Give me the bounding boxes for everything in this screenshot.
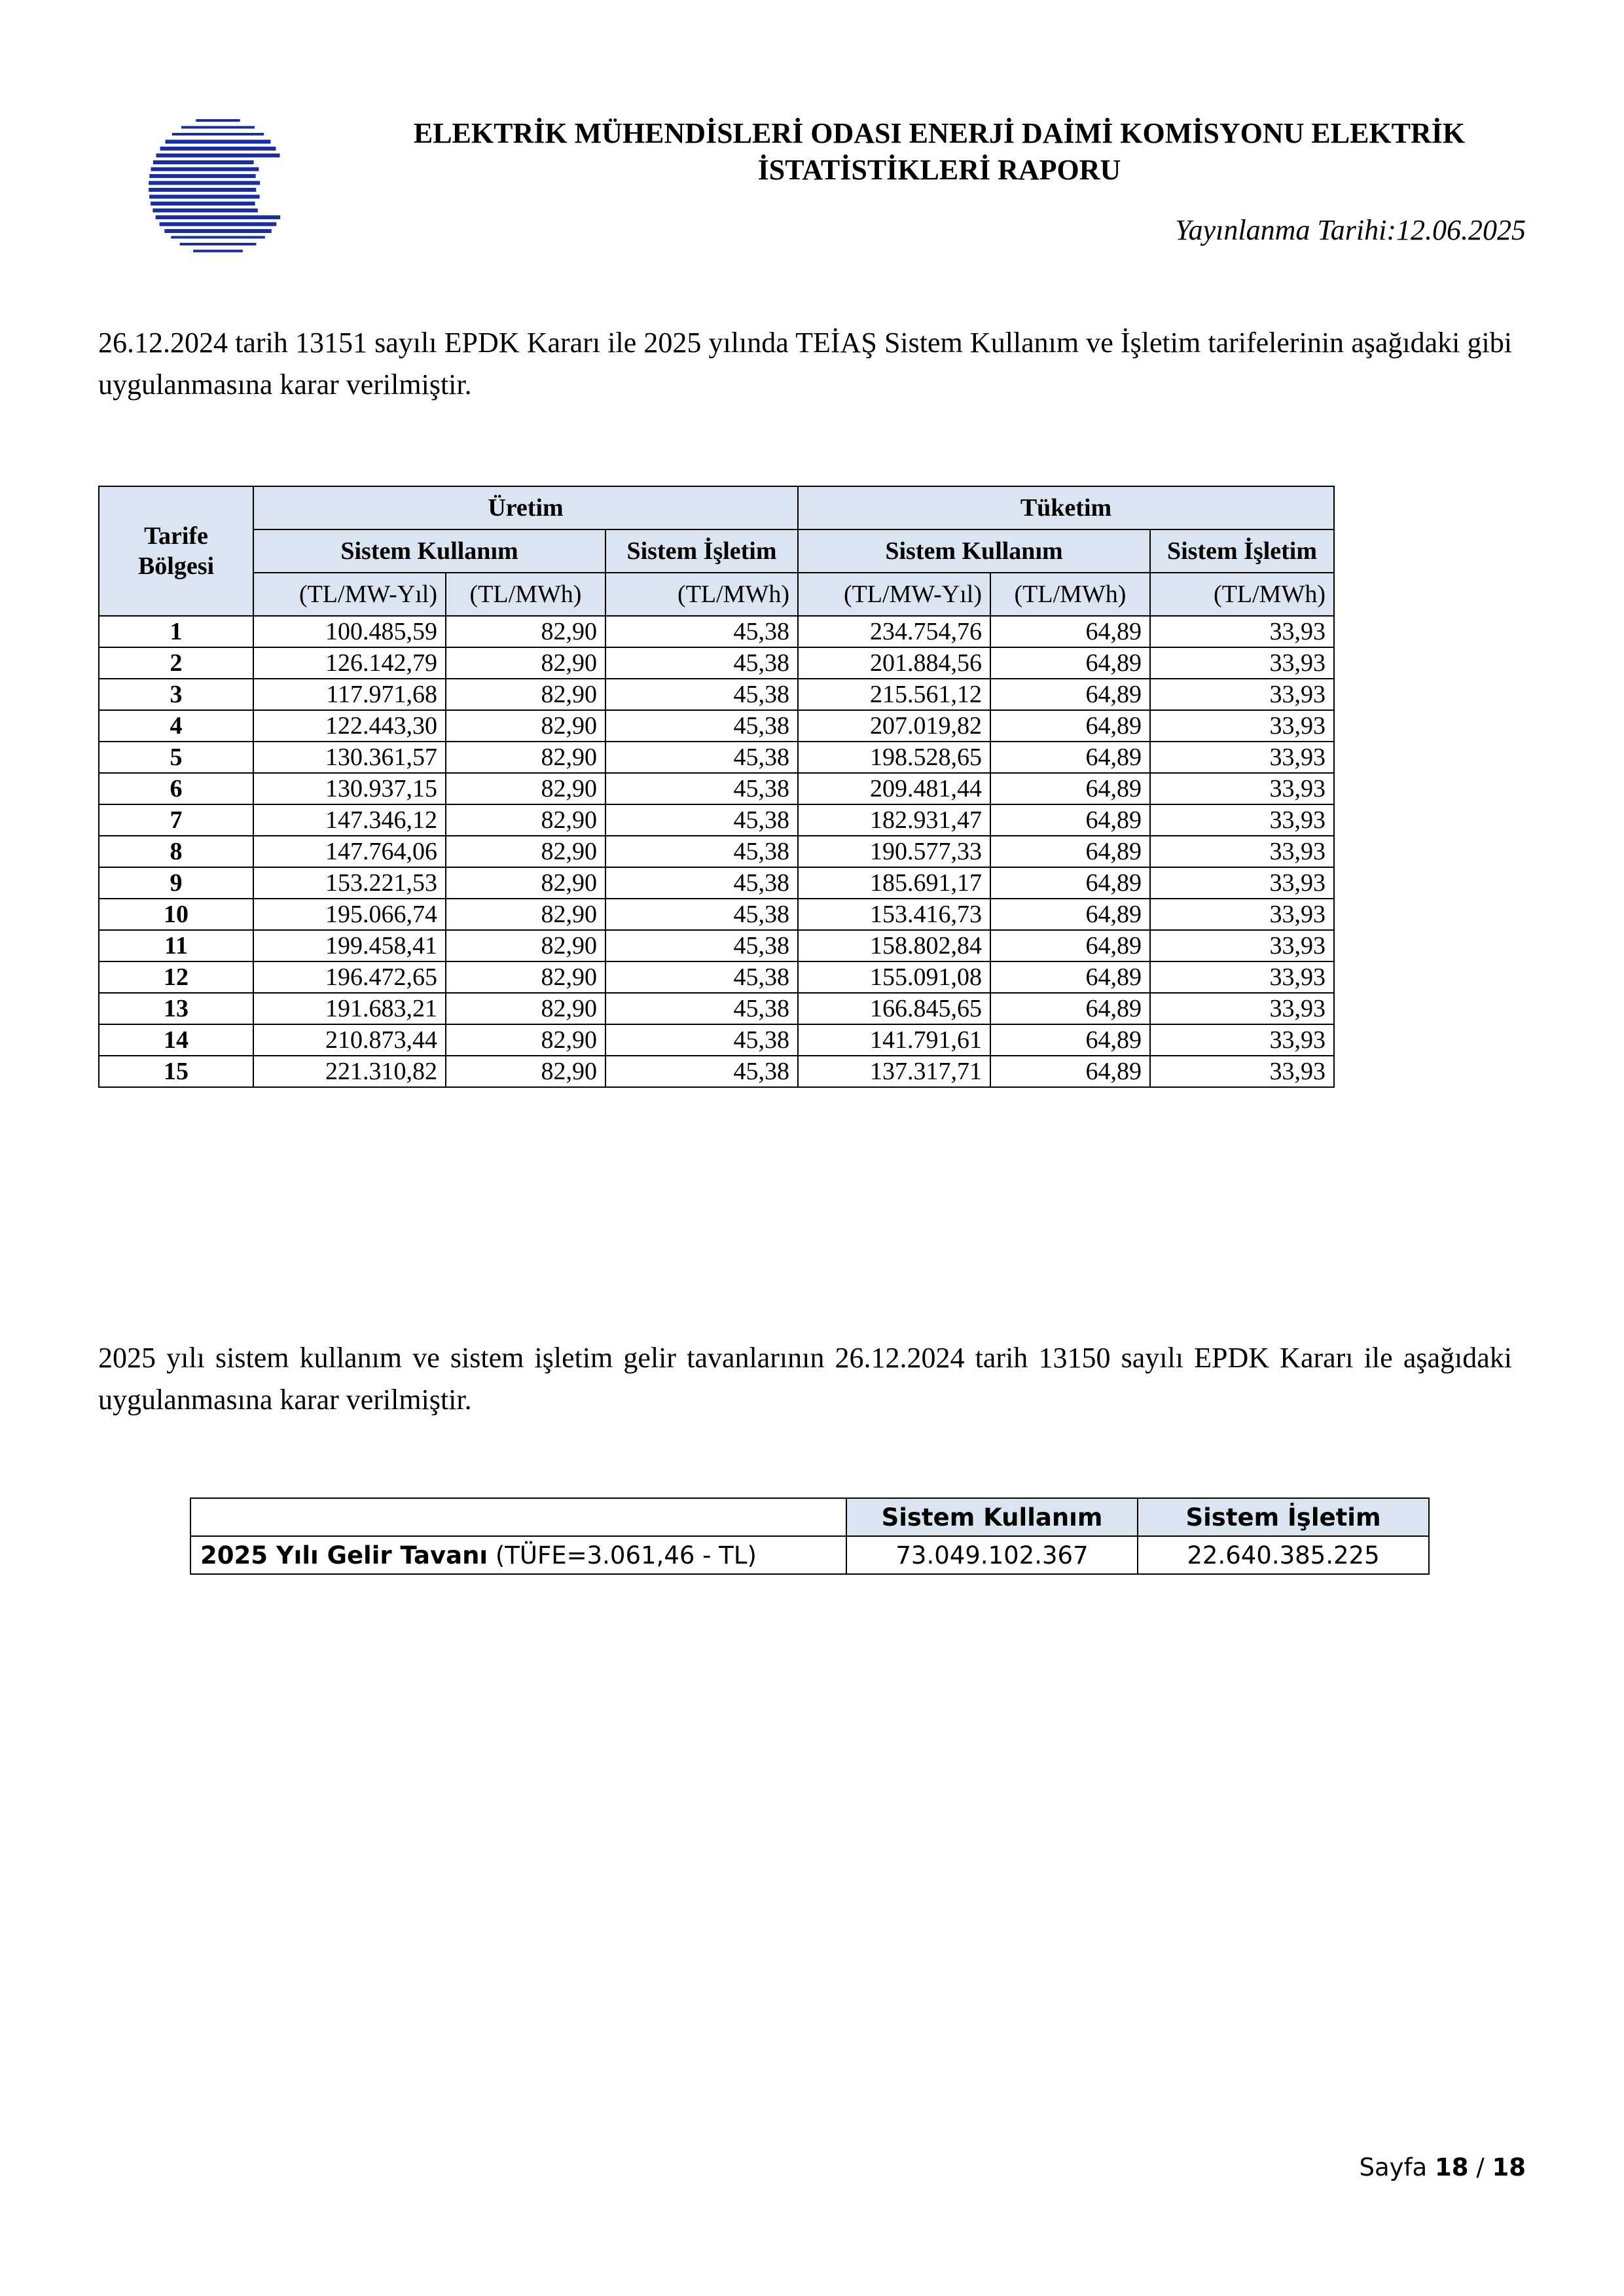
cap-corner-cell bbox=[190, 1498, 846, 1536]
report-title bbox=[340, 115, 1538, 188]
region-cell: 11 bbox=[99, 930, 253, 961]
value-cell: 64,89 bbox=[990, 710, 1150, 742]
value-cell: 45,38 bbox=[605, 961, 798, 993]
value-cell: 33,93 bbox=[1150, 1056, 1334, 1087]
value-cell: 82,90 bbox=[446, 679, 605, 710]
revenue-cap-paragraph: 2025 yılı sistem kullanım ve sistem işletim gelir tavanlarının 26.12.2024 tarih 13150 sayılı EPDK Kararı ile aşağıdaki uygulanmasına karar verilmiştir. bbox=[98, 1342, 1512, 1416]
region-cell: 4 bbox=[99, 710, 253, 742]
table-row bbox=[99, 961, 1334, 993]
value-cell: 33,93 bbox=[1150, 993, 1334, 1024]
value-cell: 198.528,65 bbox=[798, 742, 990, 773]
consumption-header: Tüketim bbox=[798, 486, 1334, 529]
value-cell: 137.317,71 bbox=[798, 1056, 990, 1087]
unit-header: (TL/MWh) bbox=[990, 573, 1150, 616]
logo-stripe bbox=[193, 250, 243, 253]
value-cell: 190.577,33 bbox=[798, 836, 990, 867]
table-row bbox=[99, 1056, 1334, 1087]
value-cell: 64,89 bbox=[990, 804, 1150, 836]
region-cell: 5 bbox=[99, 742, 253, 773]
intro-paragraph: 26.12.2024 tarih 13151 sayılı EPDK Kararı ile 2025 yılında TEİAŞ Sistem Kullanım ve İşletim tarifelerinin aşağıdaki gibi uygulanmasına karar verilmiştir. bbox=[98, 327, 1512, 401]
cap-operation-value: 22.640.385.225 bbox=[1138, 1536, 1429, 1574]
logo-stripe bbox=[151, 202, 255, 206]
value-cell: 147.346,12 bbox=[253, 804, 446, 836]
value-cell: 33,93 bbox=[1150, 961, 1334, 993]
value-cell: 147.764,06 bbox=[253, 836, 446, 867]
region-cell: 8 bbox=[99, 836, 253, 867]
tariff-table bbox=[98, 486, 1335, 1088]
value-cell: 130.937,15 bbox=[253, 773, 446, 804]
logo-stripe bbox=[172, 133, 264, 135]
value-cell: 45,38 bbox=[605, 742, 798, 773]
report-title-line-1: ELEKTRİK MÜHENDİSLERİ ODASI ENERJİ DAİMİ KOMİSYONU ELEKTRİK bbox=[413, 117, 1466, 149]
value-cell: 33,93 bbox=[1150, 616, 1334, 647]
cap-usage-header: Sistem Kullanım bbox=[846, 1498, 1138, 1536]
region-header bbox=[99, 486, 253, 616]
table-row bbox=[99, 867, 1334, 899]
page-total: 18 bbox=[1492, 2153, 1526, 2181]
value-cell: 82,90 bbox=[446, 836, 605, 867]
unit-header: (TL/MWh) bbox=[605, 573, 798, 616]
page-separator: / bbox=[1468, 2153, 1492, 2181]
value-cell: 166.845,65 bbox=[798, 993, 990, 1024]
value-cell: 158.802,84 bbox=[798, 930, 990, 961]
value-cell: 64,89 bbox=[990, 993, 1150, 1024]
cap-row-label-note: (TÜFE=3.061,46 - TL) bbox=[488, 1541, 757, 1570]
value-cell: 64,89 bbox=[990, 742, 1150, 773]
cap-usage-value: 73.049.102.367 bbox=[846, 1536, 1138, 1574]
value-cell: 64,89 bbox=[990, 679, 1150, 710]
region-cell: 14 bbox=[99, 1024, 253, 1056]
value-cell: 199.458,41 bbox=[253, 930, 446, 961]
logo-stripe bbox=[166, 140, 271, 144]
value-cell: 64,89 bbox=[990, 616, 1150, 647]
value-cell: 182.931,47 bbox=[798, 804, 990, 836]
unit-header: (TL/MWh) bbox=[1150, 573, 1334, 616]
value-cell: 82,90 bbox=[446, 930, 605, 961]
unit-header: (TL/MW-Yıl) bbox=[798, 573, 990, 616]
value-cell: 209.481,44 bbox=[798, 773, 990, 804]
region-cell: 6 bbox=[99, 773, 253, 804]
value-cell: 196.472,65 bbox=[253, 961, 446, 993]
logo-stripe bbox=[171, 236, 265, 239]
region-header-line-2: Bölgesi bbox=[137, 552, 215, 580]
region-cell: 2 bbox=[99, 647, 253, 679]
production-usage-header: Sistem Kullanım bbox=[253, 529, 605, 573]
logo-stripe bbox=[160, 223, 277, 226]
value-cell: 33,93 bbox=[1150, 1024, 1334, 1056]
region-cell: 12 bbox=[99, 961, 253, 993]
value-cell: 153.416,73 bbox=[798, 899, 990, 930]
value-cell: 64,89 bbox=[990, 1024, 1150, 1056]
value-cell: 221.310,82 bbox=[253, 1056, 446, 1087]
value-cell: 33,93 bbox=[1150, 773, 1334, 804]
production-operation-header: Sistem İşletim bbox=[605, 529, 798, 573]
value-cell: 33,93 bbox=[1150, 647, 1334, 679]
value-cell: 82,90 bbox=[446, 773, 605, 804]
value-cell: 82,90 bbox=[446, 710, 605, 742]
value-cell: 82,90 bbox=[446, 804, 605, 836]
table-row bbox=[99, 742, 1334, 773]
value-cell: 82,90 bbox=[446, 616, 605, 647]
table-row bbox=[99, 647, 1334, 679]
value-cell: 33,93 bbox=[1150, 899, 1334, 930]
value-cell: 33,93 bbox=[1150, 679, 1334, 710]
value-cell: 82,90 bbox=[446, 647, 605, 679]
value-cell: 126.142,79 bbox=[253, 647, 446, 679]
value-cell: 45,38 bbox=[605, 993, 798, 1024]
logo-stripe bbox=[180, 243, 257, 245]
logo-stripe bbox=[153, 209, 257, 213]
unit-header: (TL/MWh) bbox=[446, 573, 605, 616]
table-row bbox=[99, 1024, 1334, 1056]
value-cell: 45,38 bbox=[605, 899, 798, 930]
unit-header: (TL/MW-Yıl) bbox=[253, 573, 446, 616]
value-cell: 185.691,17 bbox=[798, 867, 990, 899]
logo-stripe bbox=[164, 229, 271, 233]
value-cell: 82,90 bbox=[446, 867, 605, 899]
publication-date: Yayınlanma Tarihi:12.06.2025 bbox=[1175, 214, 1526, 246]
value-cell: 64,89 bbox=[990, 930, 1150, 961]
table-row bbox=[190, 1536, 1429, 1574]
value-cell: 64,89 bbox=[990, 836, 1150, 867]
revenue-cap-table bbox=[190, 1498, 1430, 1575]
region-cell: 1 bbox=[99, 616, 253, 647]
value-cell: 33,93 bbox=[1150, 742, 1334, 773]
logo-stripe bbox=[156, 215, 281, 219]
page-number bbox=[1359, 2153, 1526, 2181]
logo-stripe bbox=[160, 147, 276, 151]
logo-stripe bbox=[151, 168, 259, 171]
value-cell: 45,38 bbox=[605, 867, 798, 899]
consumption-usage-header: Sistem Kullanım bbox=[798, 529, 1150, 573]
table-row bbox=[99, 899, 1334, 930]
region-cell: 13 bbox=[99, 993, 253, 1024]
table-row bbox=[99, 710, 1334, 742]
value-cell: 82,90 bbox=[446, 961, 605, 993]
value-cell: 234.754,76 bbox=[798, 616, 990, 647]
value-cell: 45,38 bbox=[605, 647, 798, 679]
region-cell: 3 bbox=[99, 679, 253, 710]
table-row bbox=[99, 616, 1334, 647]
value-cell: 64,89 bbox=[990, 961, 1150, 993]
value-cell: 207.019,82 bbox=[798, 710, 990, 742]
value-cell: 45,38 bbox=[605, 773, 798, 804]
value-cell: 33,93 bbox=[1150, 867, 1334, 899]
value-cell: 45,38 bbox=[605, 710, 798, 742]
production-header: Üretim bbox=[253, 486, 798, 529]
region-header-line-1: Tarife bbox=[144, 522, 208, 550]
value-cell: 33,93 bbox=[1150, 804, 1334, 836]
page-current: 18 bbox=[1435, 2153, 1469, 2181]
value-cell: 117.971,68 bbox=[253, 679, 446, 710]
logo-stripe bbox=[181, 126, 255, 129]
value-cell: 82,90 bbox=[446, 1056, 605, 1087]
value-cell: 45,38 bbox=[605, 836, 798, 867]
value-cell: 210.873,44 bbox=[253, 1024, 446, 1056]
value-cell: 215.561,12 bbox=[798, 679, 990, 710]
value-cell: 141.791,61 bbox=[798, 1024, 990, 1056]
emo-logo bbox=[143, 113, 293, 260]
logo-stripe bbox=[153, 160, 254, 164]
region-cell: 9 bbox=[99, 867, 253, 899]
logo-stripe bbox=[149, 181, 260, 185]
logo-stripe bbox=[149, 174, 255, 178]
region-cell: 7 bbox=[99, 804, 253, 836]
value-cell: 45,38 bbox=[605, 616, 798, 647]
region-cell: 15 bbox=[99, 1056, 253, 1087]
value-cell: 100.485,59 bbox=[253, 616, 446, 647]
table-row bbox=[99, 679, 1334, 710]
logo-stripe bbox=[196, 119, 240, 122]
table-row bbox=[99, 930, 1334, 961]
value-cell: 45,38 bbox=[605, 1024, 798, 1056]
region-cell: 10 bbox=[99, 899, 253, 930]
table-row bbox=[99, 804, 1334, 836]
cap-operation-header: Sistem İşletim bbox=[1138, 1498, 1429, 1536]
value-cell: 82,90 bbox=[446, 993, 605, 1024]
table-row bbox=[99, 993, 1334, 1024]
value-cell: 45,38 bbox=[605, 930, 798, 961]
table-row bbox=[99, 773, 1334, 804]
value-cell: 33,93 bbox=[1150, 930, 1334, 961]
value-cell: 191.683,21 bbox=[253, 993, 446, 1024]
value-cell: 195.066,74 bbox=[253, 899, 446, 930]
value-cell: 122.443,30 bbox=[253, 710, 446, 742]
value-cell: 82,90 bbox=[446, 742, 605, 773]
value-cell: 153.221,53 bbox=[253, 867, 446, 899]
value-cell: 45,38 bbox=[605, 804, 798, 836]
value-cell: 82,90 bbox=[446, 899, 605, 930]
value-cell: 130.361,57 bbox=[253, 742, 446, 773]
value-cell: 45,38 bbox=[605, 1056, 798, 1087]
logo-stripe bbox=[156, 154, 280, 158]
logo-stripe bbox=[149, 188, 256, 192]
value-cell: 45,38 bbox=[605, 679, 798, 710]
value-cell: 64,89 bbox=[990, 1056, 1150, 1087]
value-cell: 64,89 bbox=[990, 899, 1150, 930]
value-cell: 64,89 bbox=[990, 773, 1150, 804]
value-cell: 82,90 bbox=[446, 1024, 605, 1056]
cap-row-label bbox=[190, 1536, 846, 1574]
value-cell: 155.091,08 bbox=[798, 961, 990, 993]
value-cell: 201.884,56 bbox=[798, 647, 990, 679]
value-cell: 33,93 bbox=[1150, 836, 1334, 867]
value-cell: 64,89 bbox=[990, 647, 1150, 679]
value-cell: 33,93 bbox=[1150, 710, 1334, 742]
page-word: Sayfa bbox=[1359, 2153, 1435, 2181]
report-title-line-2: İSTATİSTİKLERİ RAPORU bbox=[757, 154, 1121, 186]
consumption-operation-header: Sistem İşletim bbox=[1150, 529, 1334, 573]
table-row bbox=[99, 836, 1334, 867]
value-cell: 64,89 bbox=[990, 867, 1150, 899]
cap-row-label-bold: 2025 Yılı Gelir Tavanı bbox=[200, 1541, 488, 1570]
logo-stripe bbox=[149, 195, 260, 199]
